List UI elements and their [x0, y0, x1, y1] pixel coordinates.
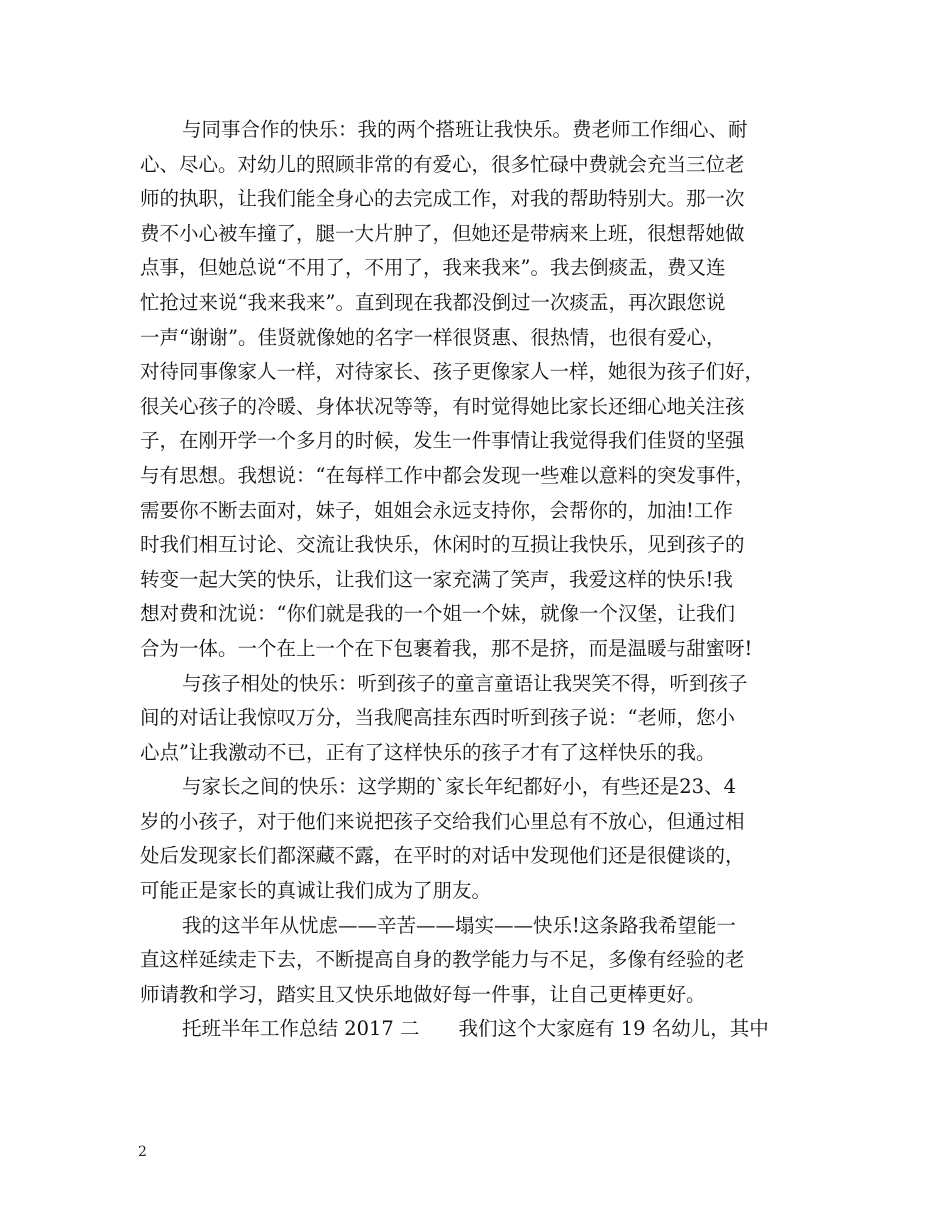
paragraph-line: 心点”让我激动不已，正有了这样快乐的孩子才有了这样快乐的我。 — [140, 740, 716, 764]
paragraph-line: 转变一起大笑的快乐，让我们这一家充满了笑声，我爱这样的快乐!我 — [140, 567, 733, 591]
paragraph-line: 一声“谢谢”。佳贤就像她的名字一样很贤惠、很热情，也很有爱心， — [140, 325, 726, 349]
paragraph-line: 子，在刚开学一个多月的时候，发生一件事情让我觉得我们佳贤的坚强 — [140, 429, 745, 453]
paragraph-line: 与孩子相处的快乐：听到孩子的童言童语让我哭笑不得，听到孩子 — [182, 671, 748, 695]
paragraph-line: 与同事合作的快乐：我的两个搭班让我快乐。费老师工作细心、耐 — [182, 118, 748, 141]
paragraph-line: 需要你不断去面对，妹子，姐姐会永远支持你，会帮你的，加油!工作 — [140, 498, 733, 522]
paragraph-line: 合为一体。一个在上一个在下包裹着我，那不是挤，而是温暖与甜蜜呀! — [140, 636, 753, 660]
document-body — [140, 113, 830, 1047]
paragraph-line: 处后发现家长们都深藏不露，在平时的对话中发现他们还是很健谈的， — [140, 844, 745, 868]
paragraph-line: 与有思想。我想说：“在每样工作中都会发现一些难以意料的突发事件， — [140, 463, 755, 487]
paragraph-line: 忙抢过来说“我来我来”。直到现在我都没倒过一次痰盂，再次跟您说 — [140, 290, 726, 314]
paragraph-line: 点事，但她总说“不用了，不用了，我来我来”。我去倒痰盂，费又连 — [140, 256, 726, 280]
paragraph-line: 托班半年工作总结 2017 二 我们这个大家庭有 19 名幼儿，其中 — [182, 1017, 769, 1041]
paragraph-line: 对待同事像家人一样，对待家长、孩子更像家人一样，她很为孩子们好， — [140, 360, 765, 384]
paragraph-line: 想对费和沈说：“你们就是我的一个姐一个妹，就像一个汉堡，让我们 — [140, 602, 735, 626]
paragraph-line: 与家长之间的快乐：这学期的`家长年纪都好小，有些还是23、4 — [182, 775, 736, 799]
paragraph-line: 师的执职，让我们能全身心的去完成工作，对我的帮助特别大。那一次 — [140, 187, 745, 211]
paragraph-line: 费不小心被车撞了，腿一大片肿了，但她还是带病来上班，很想帮她做 — [140, 221, 745, 245]
paragraph-line: 很关心孩子的冷暖、身体状况等等，有时觉得她比家长还细心地关注孩 — [140, 394, 745, 418]
paragraph-line: 时我们相互讨论、交流让我快乐，休闲时的互损让我快乐，见到孩子的 — [140, 533, 745, 557]
paragraph-line: 直这样延续走下去，不断提高自身的教学能力与不足，多像有经验的老 — [140, 948, 745, 972]
paragraph-line: 心、尽心。对幼儿的照顾非常的有爱心，很多忙碌中费就会充当三位老 — [140, 152, 745, 176]
paragraph-line: 师请教和学习，踏实且又快乐地做好每一件事，让自己更棒更好。 — [140, 982, 706, 1006]
paragraph-line: 我的这半年从忧虑——辛苦——塌实——快乐!这条路我希望能一 — [182, 913, 736, 937]
paragraph-line: 间的对话让我惊叹万分，当我爬高挂东西时听到孩子说：“老师，您小 — [140, 706, 735, 730]
paragraph-line: 岁的小孩子，对于他们来说把孩子交给我们心里总有不放心，但通过相 — [140, 809, 745, 833]
page-number: 2 — [138, 1144, 147, 1160]
paragraph-line: 可能正是家长的真诚让我们成为了朋友。 — [140, 879, 492, 903]
